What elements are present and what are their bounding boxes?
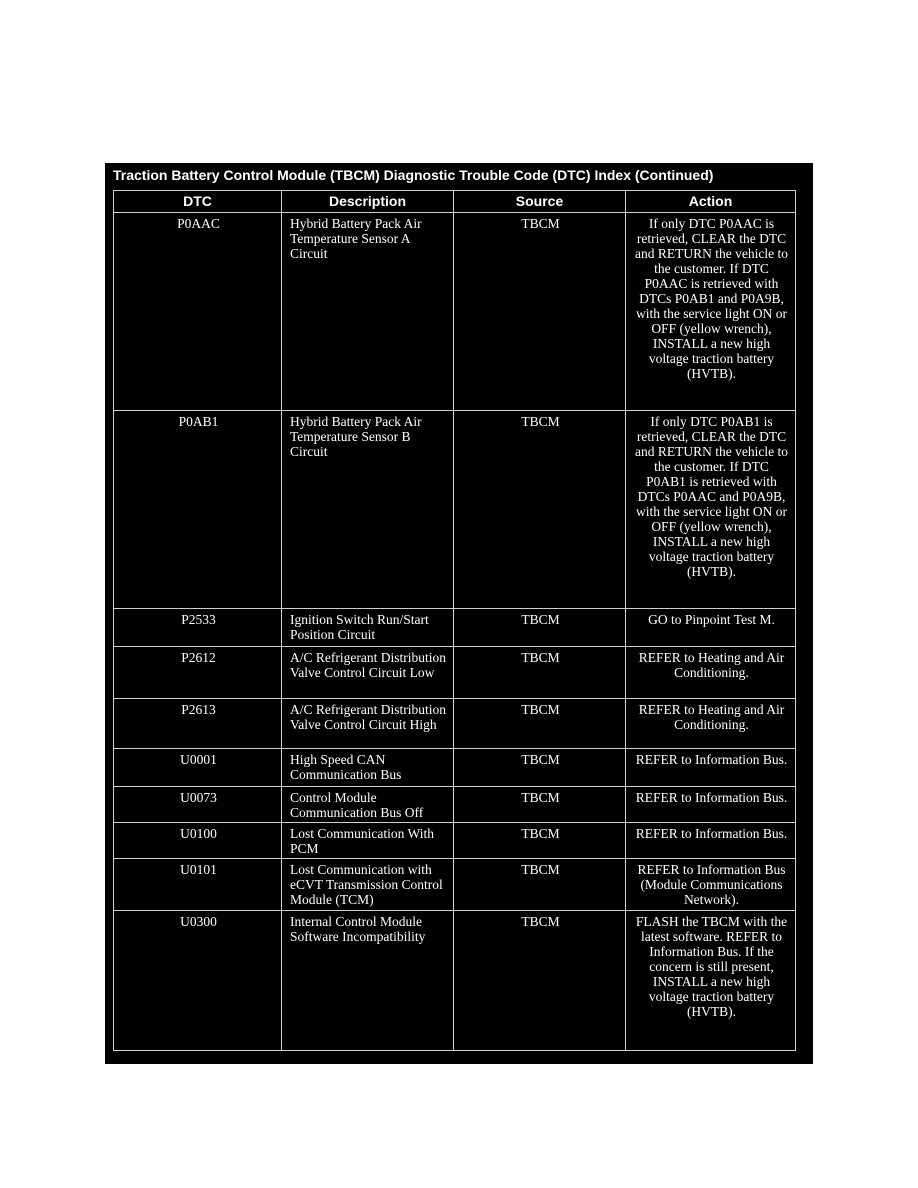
dtc-source: TBCM — [454, 859, 626, 911]
dtc-index-panel — [105, 163, 813, 1064]
dtc-source: TBCM — [454, 911, 626, 1051]
dtc-source: TBCM — [454, 411, 626, 609]
table-row — [114, 823, 796, 859]
table-title: Traction Battery Control Module (TBCM) Diagnostic Trouble Code (DTC) Index (Continued) — [113, 167, 714, 183]
dtc-action: FLASH the TBCM with the latest software. REFER to Information Bus. If the concern is still present, INSTALL a new high voltage traction battery (HVTB). — [626, 911, 796, 1051]
dtc-code: U0001 — [114, 749, 282, 787]
dtc-source: TBCM — [454, 609, 626, 647]
header-action: Action — [626, 191, 796, 213]
dtc-code: P0AB1 — [114, 411, 282, 609]
dtc-table — [113, 190, 796, 1051]
dtc-description: Internal Control Module Software Incompatibility — [282, 911, 454, 1051]
table-row — [114, 213, 796, 411]
dtc-code: P2613 — [114, 699, 282, 749]
table-row — [114, 699, 796, 749]
table-row — [114, 859, 796, 911]
dtc-code: P2612 — [114, 647, 282, 699]
dtc-action: REFER to Heating and Air Conditioning. — [626, 647, 796, 699]
dtc-description: Hybrid Battery Pack Air Temperature Sensor A Circuit — [282, 213, 454, 411]
dtc-description: A/C Refrigerant Distribution Valve Control Circuit Low — [282, 647, 454, 699]
dtc-source: TBCM — [454, 787, 626, 823]
dtc-source: TBCM — [454, 699, 626, 749]
dtc-description: Hybrid Battery Pack Air Temperature Sensor B Circuit — [282, 411, 454, 609]
header-source: Source — [454, 191, 626, 213]
table-row — [114, 609, 796, 647]
dtc-description: High Speed CAN Communication Bus — [282, 749, 454, 787]
dtc-code: P0AAC — [114, 213, 282, 411]
dtc-action: REFER to Information Bus. — [626, 787, 796, 823]
dtc-action: If only DTC P0AB1 is retrieved, CLEAR the DTC and RETURN the vehicle to the customer. If DTC P0AB1 is retrieved with DTCs P0AAC and P0A9B, with the service light ON or OFF (yellow wrench), INSTALL a new high voltage traction battery (HVTB). — [626, 411, 796, 609]
dtc-action: REFER to Information Bus (Module Communications Network). — [626, 859, 796, 911]
dtc-description: Ignition Switch Run/Start Position Circuit — [282, 609, 454, 647]
dtc-code: U0100 — [114, 823, 282, 859]
dtc-source: TBCM — [454, 213, 626, 411]
header-dtc: DTC — [114, 191, 282, 213]
dtc-action: REFER to Information Bus. — [626, 749, 796, 787]
dtc-description: A/C Refrigerant Distribution Valve Control Circuit High — [282, 699, 454, 749]
dtc-action: If only DTC P0AAC is retrieved, CLEAR the DTC and RETURN the vehicle to the customer. If DTC P0AAC is retrieved with DTCs P0AB1 and P0A9B, with the service light ON or OFF (yellow wrench), INSTALL a new high voltage traction battery (HVTB). — [626, 213, 796, 411]
dtc-code: U0073 — [114, 787, 282, 823]
dtc-code: P2533 — [114, 609, 282, 647]
dtc-code: U0300 — [114, 911, 282, 1051]
dtc-source: TBCM — [454, 749, 626, 787]
dtc-source: TBCM — [454, 647, 626, 699]
dtc-action: REFER to Information Bus. — [626, 823, 796, 859]
table-row — [114, 647, 796, 699]
table-row — [114, 787, 796, 823]
dtc-action: REFER to Heating and Air Conditioning. — [626, 699, 796, 749]
table-row — [114, 749, 796, 787]
header-row — [114, 191, 796, 213]
dtc-description: Control Module Communication Bus Off — [282, 787, 454, 823]
dtc-description: Lost Communication with eCVT Transmission Control Module (TCM) — [282, 859, 454, 911]
table-row — [114, 911, 796, 1051]
table-row — [114, 411, 796, 609]
dtc-description: Lost Communication With PCM — [282, 823, 454, 859]
dtc-action: GO to Pinpoint Test M. — [626, 609, 796, 647]
dtc-code: U0101 — [114, 859, 282, 911]
header-description: Description — [282, 191, 454, 213]
dtc-source: TBCM — [454, 823, 626, 859]
